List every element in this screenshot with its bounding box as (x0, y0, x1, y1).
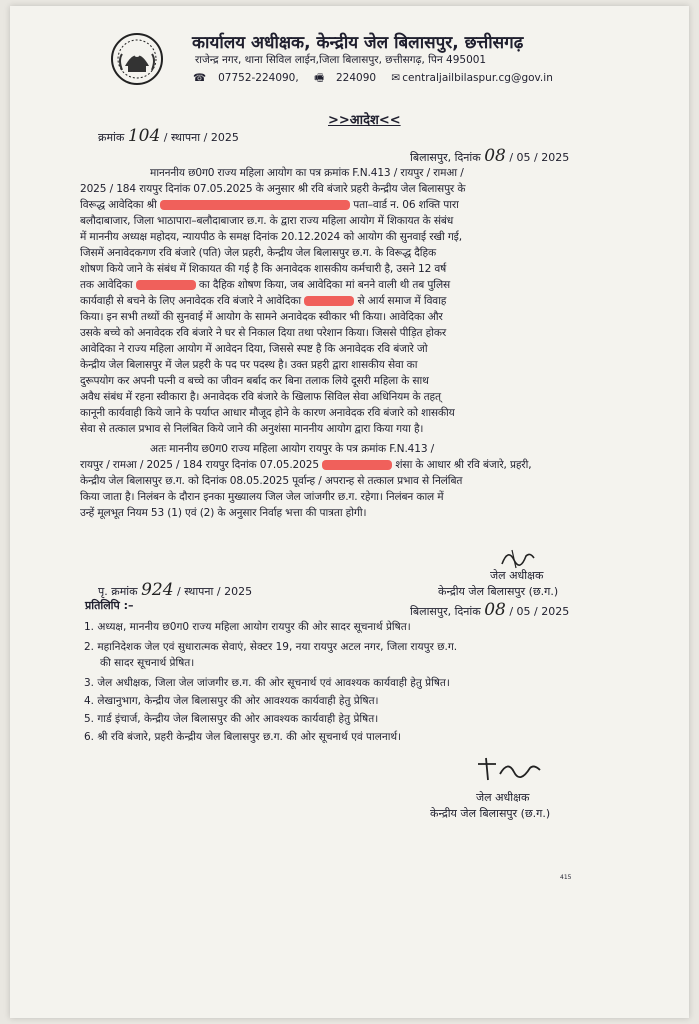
fax-icon: 🖷 (314, 72, 324, 84)
date-label-2: बिलासपुर, दिनांक (410, 605, 481, 618)
reference-number (98, 126, 239, 146)
body-line: बलौदाबाजार, जिला भाठापारा–बलौदाबाजार छ.ग. के द्वारा राज्य महिला आयोग में शिकायत के संबंध (80, 215, 454, 227)
date-rest-2: / 05 / 2025 (509, 605, 570, 618)
email-icon: ✉ (391, 72, 401, 84)
cc-item: 2. महानिदेशक जेल एवं सुधारात्मक सेवाएं, सेक्टर 19, नया रायपुर अटल नगर, जिला रायपुर छ.ग. (84, 641, 458, 653)
body-line: अवैध संबंध में रहना स्वीकारा है। अनावेदक रवि बंजारे के खिलाफ सिविल सेवा अधिनियम के तहत् (80, 391, 441, 403)
body-line: दुरूपयोग कर अपनी पत्नी व बच्चे का जीवन बर्बाद कर बिना तलाक लिये दूसरी महिला के साथ (80, 375, 429, 387)
body-line: उन्हें मूलभूत नियम 53 (1) एवं (2) के अनुसार निर्वाह भत्ता की पात्रता होगी। (80, 507, 367, 519)
body-line: कानूनी कार्यवाही किये जाने के पर्याप्त आधार मौजूद होने के कारण अनावेदक रवि बंजारे को शासकीय (80, 407, 455, 419)
body-text: रायपुर / रामआ / 2025 / 184 रायपुर दिनांक 07.05.2025 (80, 459, 319, 471)
signature-title-2: जेल अधीक्षक (476, 791, 530, 804)
cc-item: 3. जेल अधीक्षक, जिला जेल जांजगीर छ.ग. की ओर सूचनार्थ एवं आवश्यक कार्यवाही हेतु प्रेषित। (84, 677, 450, 689)
kramank-handwritten: 104 (127, 126, 161, 146)
fax-number: 224090 (335, 72, 377, 84)
body-text: शंसा के आधार श्री रवि बंजारे, प्रहरी, (395, 459, 532, 471)
government-emblem-icon (110, 32, 164, 86)
kramank-label: क्रमांक (98, 131, 125, 144)
body-line: किया जाता है। निलंबन के दौरान इनका मुख्यालय जिल जेल जांजगीर छ.ग. रहेगा। निलंबन काल में (80, 491, 444, 503)
body-line (80, 458, 531, 472)
phone-number: 07752-224090, (218, 72, 299, 84)
kramank-suffix: / स्थापना / 2025 (163, 131, 239, 144)
phone-icon: ☎ (193, 72, 207, 84)
redaction-mark (304, 296, 354, 306)
office-title: कार्यालय अधीक्षक, केन्द्रीय जेल बिलासपुर, छत्तीसगढ़ (192, 33, 524, 53)
body-line: उसके बच्चे को अनावेदक रवि बंजारे ने घर से निकाल दिया तथा परेशान किया। जिससे पीड़ित होकर (80, 327, 447, 339)
body-line: 2025 / 184 रायपुर दिनांक 07.05.2025 के अनुसार श्री रवि बंजारे प्रहरी केन्द्रीय जेल बिलासपुर के (80, 183, 466, 195)
body-line: जिसमें अनावेदकगण रवि बंजारे (पति) जेल प्रहरी, केन्द्रीय जेल बिलासपुर छ.ग. के विरूद्ध दैहिक (80, 247, 436, 259)
redaction-mark (322, 460, 392, 470)
body-line: मानननीय छ0ग0 राज्य महिला आयोग का पत्र क्रमांक F.N.413 / रायपुर / रामआ / (150, 167, 464, 179)
cc-item: 6. श्री रवि बंजारे, प्रहरी केन्द्रीय जेल बिलासपुर छ.ग. की ओर सूचनार्थ एवं पालनार्थ। (84, 731, 402, 743)
body-line: केन्द्रीय जेल बिलासपुर में जेल प्रहरी के पद पर पदस्थ है। उक्त प्रहरी द्वारा शासकीय सेवा का (80, 359, 418, 371)
body-line: शोषण किये जाने के संबंध में शिकायत की गई है कि अनावेदक शासकीय कर्मचारी है, उसने 12 वर्ष (80, 263, 447, 275)
kramank-suffix-2: / स्थापना / 2025 (177, 585, 253, 598)
cc-date (410, 600, 569, 620)
body-line: में माननीय अध्यक्ष महोदय, न्यायपीठ के समक्ष दिनांक 20.12.2024 को आयोग की सुनवाई रखी गई, (80, 231, 462, 243)
signature-title-1: जेल अधीक्षक (490, 569, 544, 582)
cc-item: 4. लेखानुभाग, केन्द्रीय जेल बिलासपुर की ओर आवश्यक कार्यवाही हेतु प्रेषित। (84, 695, 379, 707)
date-rest: / 05 / 2025 (509, 151, 570, 164)
kramank-handwritten-2: 924 (141, 580, 174, 600)
body-text: से आर्य समाज में विवाह (357, 295, 447, 307)
cc-item: 1. अध्यक्ष, माननीय छ0ग0 राज्य महिला आयोग रायपुर की ओर सादर सूचनार्थ प्रेषित। (84, 621, 411, 633)
signature-org-1: केन्द्रीय जेल बिलासपुर (छ.ग.) (438, 585, 559, 598)
body-text: विरूद्ध आवेदिका श्री (80, 199, 157, 211)
office-address: राजेन्द्र नगर, थाना सिविल लाईन,जिला बिलासपुर, छत्तीसगढ़, पिन 495001 (195, 54, 487, 66)
reference-number-2 (98, 580, 252, 600)
signature-scribble-1 (498, 546, 538, 570)
body-line: सेवा से तत्काल प्रभाव से निलंबित किये जाने की अनुशंसा माननीय आयोग द्वारा किया गया है। (80, 423, 424, 435)
body-text: कार्यवाही से बचने के लिए अनावेदक रवि बंजारे ने आवेदिका (80, 295, 301, 307)
body-line (80, 278, 450, 292)
email-address: centraljailbilaspur.cg@gov.in (402, 72, 553, 84)
document-page (10, 6, 689, 1018)
redaction-mark (160, 200, 350, 210)
order-heading: >>आदेश<< (328, 113, 401, 128)
cc-item: 5. गार्ड इंचार्ज, केन्द्रीय जेल बिलासपुर की ओर आवश्यक कार्यवाही हेतु प्रेषित। (84, 713, 379, 725)
body-line (80, 198, 459, 212)
body-line (80, 294, 446, 308)
page-number: 415 (560, 874, 572, 881)
cc-label: प्रतिलिपि :– (85, 599, 134, 612)
signature-org-2: केन्द्रीय जेल बिलासपुर (छ.ग.) (430, 807, 551, 820)
body-line: केन्द्रीय जेल बिलासपुर छ.ग. को दिनांक 08.05.2025 पूर्वान्ह / अपरान्ह से तत्काल प्रभाव से निलंबित (80, 475, 463, 487)
redaction-mark (136, 280, 196, 290)
body-line: आवेदिका ने राज्य महिला आयोग में आवेदन दिया, जिससे स्पष्ट है कि अनावेदक रवि बंजारे जो (80, 343, 428, 355)
date-label: बिलासपुर, दिनांक (410, 151, 481, 164)
date-day-handwritten-2: 08 (484, 600, 506, 620)
date-day-handwritten: 08 (484, 146, 506, 166)
signature-scribble-2 (474, 754, 544, 786)
cc-item: की सादर सूचनार्थ प्रेषित। (100, 657, 195, 669)
body-line: अतः माननीय छ0ग0 राज्य महिला आयोग रायपुर के पत्र क्रमांक F.N.413 / (150, 443, 435, 455)
body-text: पता–वार्ड न. 06 शक्ति पारा (353, 199, 459, 211)
body-line: किया। इन सभी तथ्यों की सुनवाई में आयोग के सामने अनावेदक स्वीकार भी किया। आवेदिका और (80, 311, 443, 323)
office-contact (193, 70, 565, 88)
kramank-label-2: पृ. क्रमांक (98, 585, 138, 598)
body-text: का दैहिक शोषण किया, जब आवेदिका मां बनने वाली थी तब पुलिस (198, 279, 451, 291)
order-date (410, 146, 569, 166)
body-text: तक आवेदिका (80, 279, 133, 291)
